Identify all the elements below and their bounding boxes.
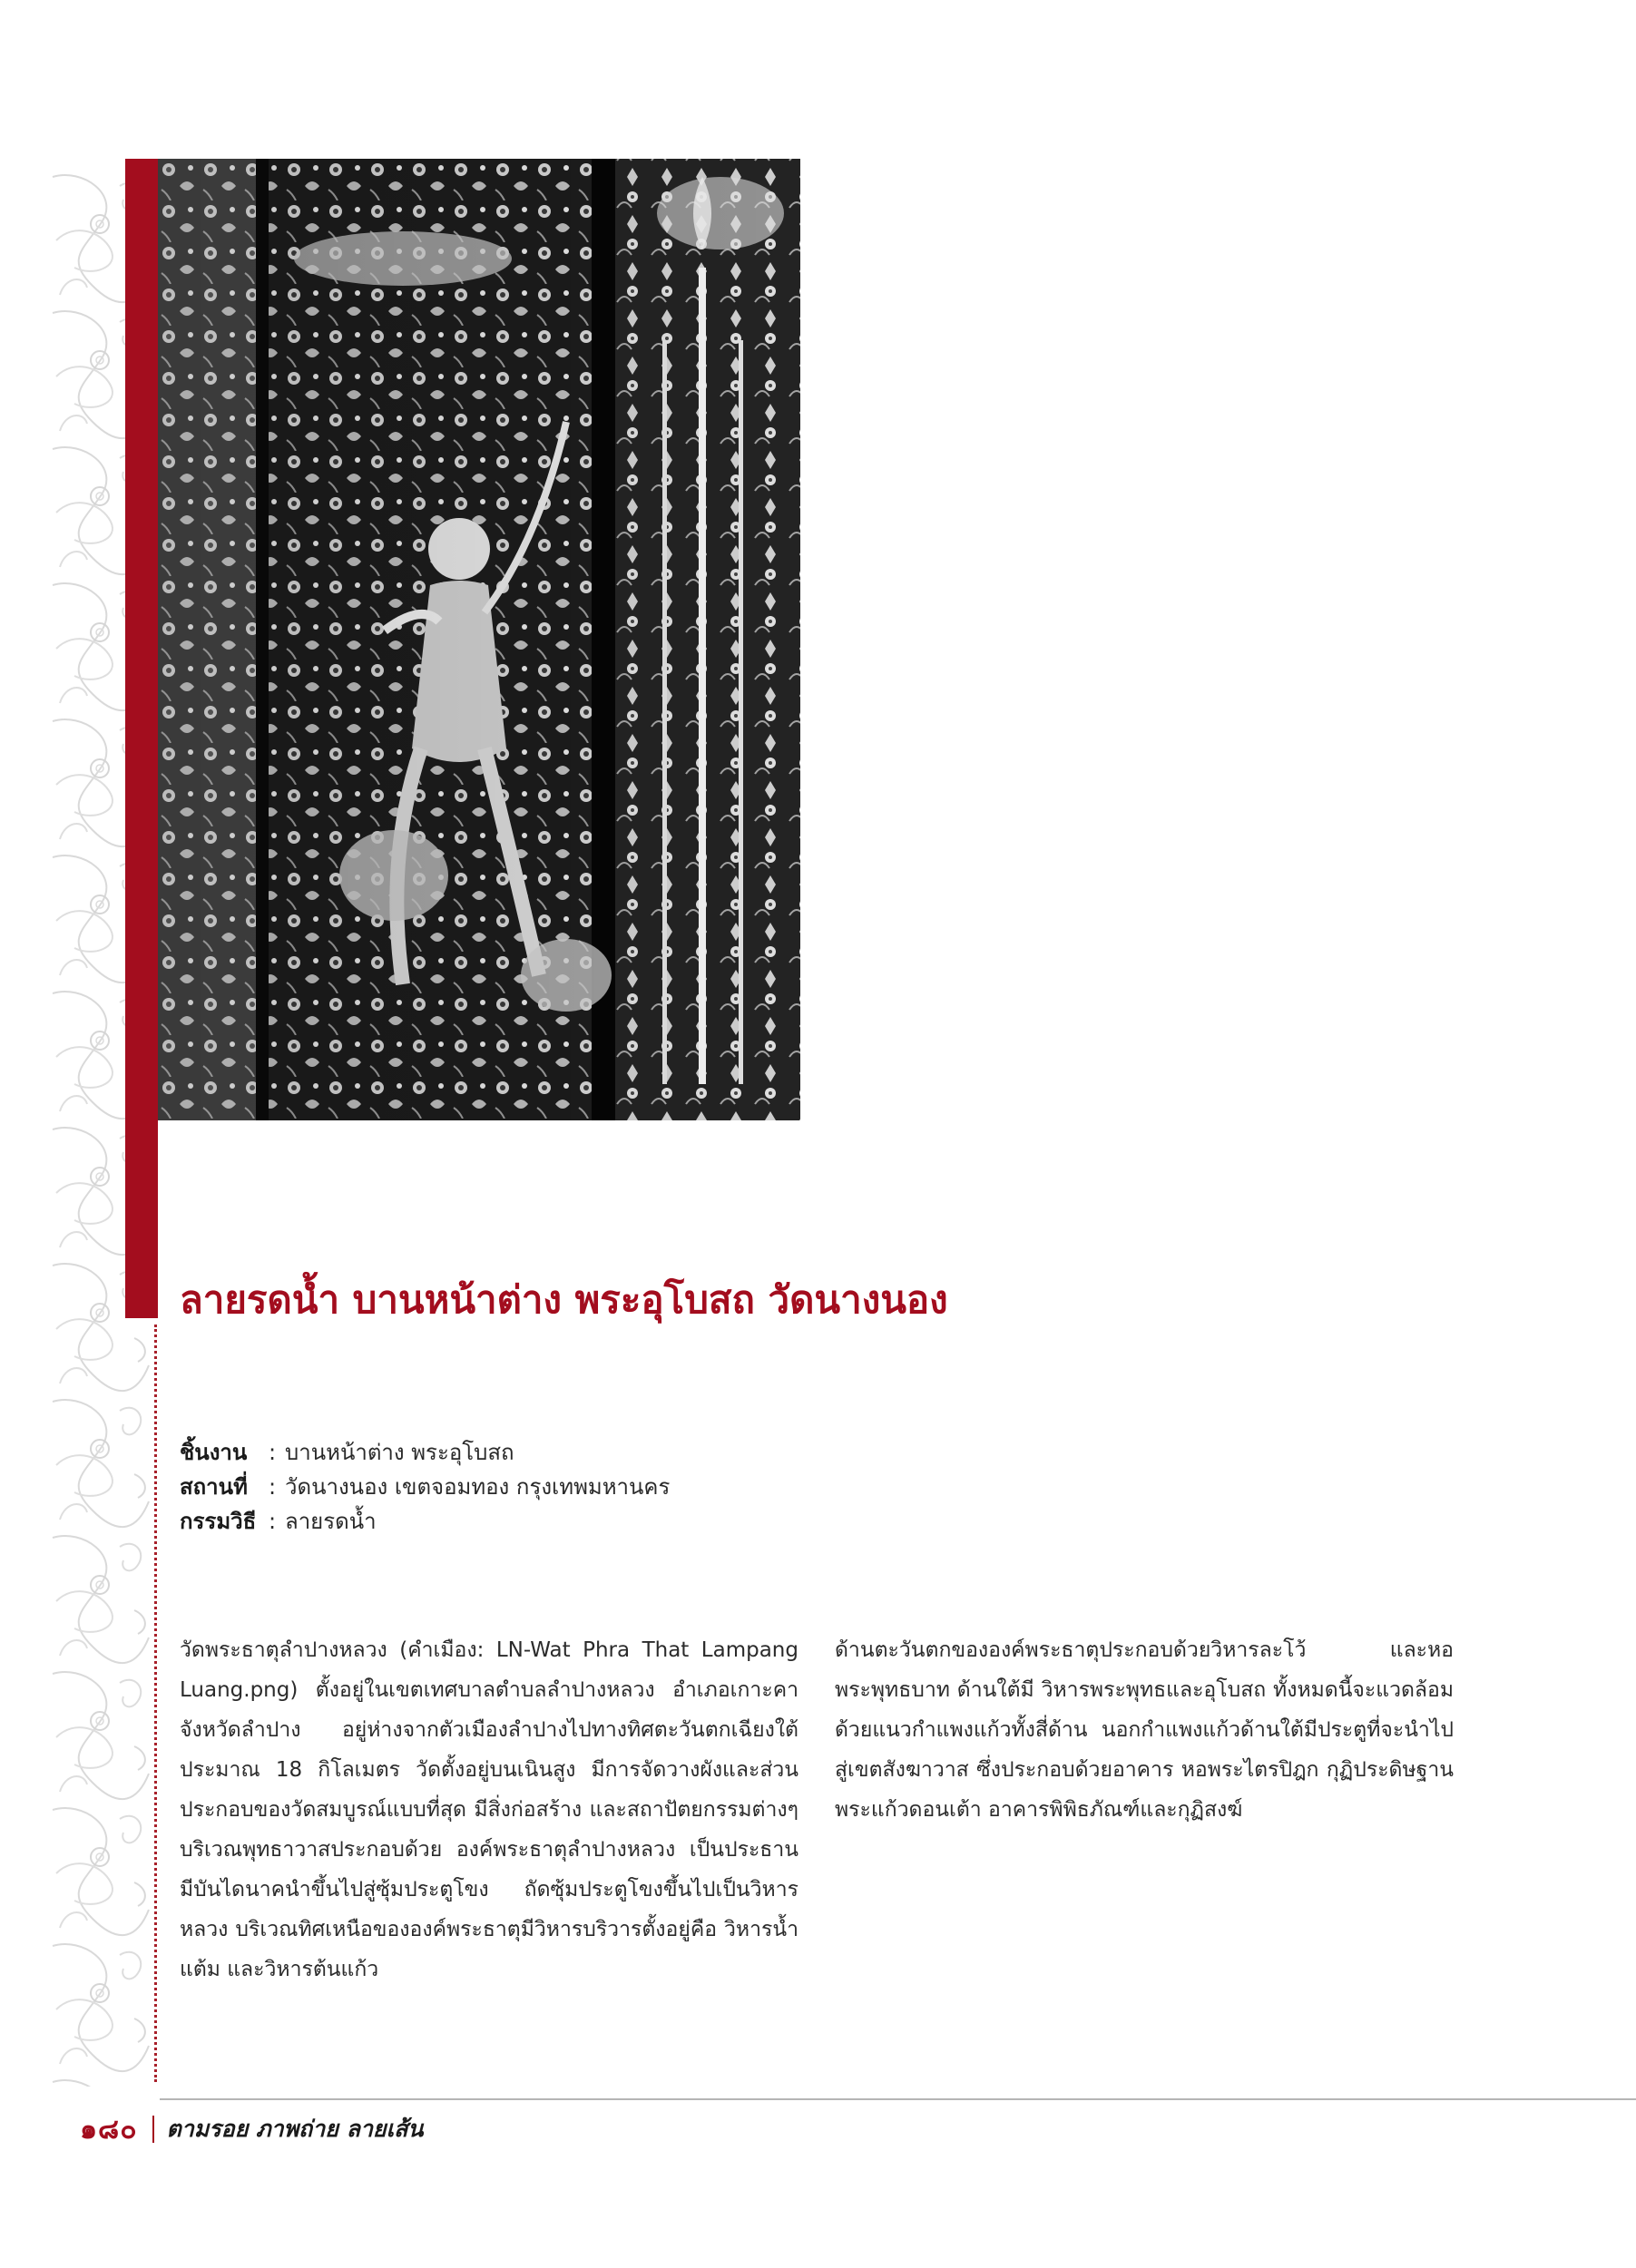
detail-row-work xyxy=(180,1435,670,1470)
detail-value: วัดนางนอง เขตจอมทอง กรุงเทพมหานคร xyxy=(285,1474,671,1500)
detail-value: บานหน้าต่าง พระอุโบสถ xyxy=(285,1440,514,1465)
book-title: ตามรอย ภาพถ่าย ลายเส้น xyxy=(166,2116,424,2142)
detail-label: สถานที่ xyxy=(180,1474,248,1500)
detail-label: ชิ้นงาน xyxy=(180,1440,248,1465)
detail-row-technique xyxy=(180,1504,670,1539)
margin-dotted-rule xyxy=(154,1325,157,2082)
accent-bar xyxy=(125,159,158,1318)
detail-label: กรรมวิธี xyxy=(180,1509,257,1534)
detail-separator: : xyxy=(269,1509,277,1534)
detail-separator: : xyxy=(269,1474,277,1500)
footer-divider-line xyxy=(160,2098,1636,2100)
detail-row-location xyxy=(180,1470,670,1504)
body-text-left-column: วัดพระธาตุลำปางหลวง (คำเมือง: LN-Wat Phra That Lampang Luang.png) ตั้งอยู่ในเขตเทศบาลตำบลลำปางหลวง อำเภอเกาะคา จังหวัดลำปาง อยู่ห่างจากตัวเมืองลำปางไปทางทิศตะวันตกเฉียงใต้ประมาณ 18 กิโลเมตร วัดตั้งอยู่บนเนินสูง มีการจัดวางผังและส่วนประกอบของวัดสมบูรณ์แบบที่สุด มีสิ่งก่อสร้าง และสถาปัตยกรรมต่างๆ บริเวณพุทธาวาสประกอบด้วย องค์พระธาตุลำปางหลวง เป็นประธาน มีบันไดนาคนำขึ้นไปสู่ซุ้มประตูโขง ถัดซุ้มประตูโขงขึ้นไปเป็นวิหารหลวง บริเวณทิศเหนือขององค์พระธาตุมีวิหารบริวารตั้งอยู่คือ วิหารน้ำแต้ม และวิหารต้นแก้ว xyxy=(180,1638,798,1981)
lacquer-mural-image xyxy=(158,159,800,1120)
detail-separator: : xyxy=(269,1440,277,1465)
artwork-details xyxy=(180,1435,670,1539)
page-number: ๑๘๐ xyxy=(80,2113,138,2146)
page-footer xyxy=(80,2111,423,2147)
body-text-right-column: ด้านตะวันตกขององค์พระธาตุประกอบด้วยวิหารละโว้ และหอพระพุทธบาท ด้านใต้มี วิหารพระพุทธและอุโบสถ ทั้งหมดนี้จะแวดล้อมด้วยแนวกำแพงแก้วทั้งสี่ด้าน นอกกำแพงแก้วด้านใต้มีประตูที่จะนำไปสู่เขตสังฆาวาส ซึ่งประกอบด้วยอาคาร หอพระไตรปิฎก กุฏิประดิษฐาน พระแก้วดอนเต้า อาคารพิพิธภัณฑ์และกุฏิสงฆ์ xyxy=(835,1638,1454,1822)
photo-caption-title: ลายรดน้ำ บานหน้าต่าง พระอุโบสถ วัดนางนอง xyxy=(180,1277,948,1322)
footer-separator xyxy=(152,2116,154,2143)
temple-window-photo xyxy=(158,159,800,1120)
detail-value: ลายรดน้ำ xyxy=(285,1509,377,1534)
